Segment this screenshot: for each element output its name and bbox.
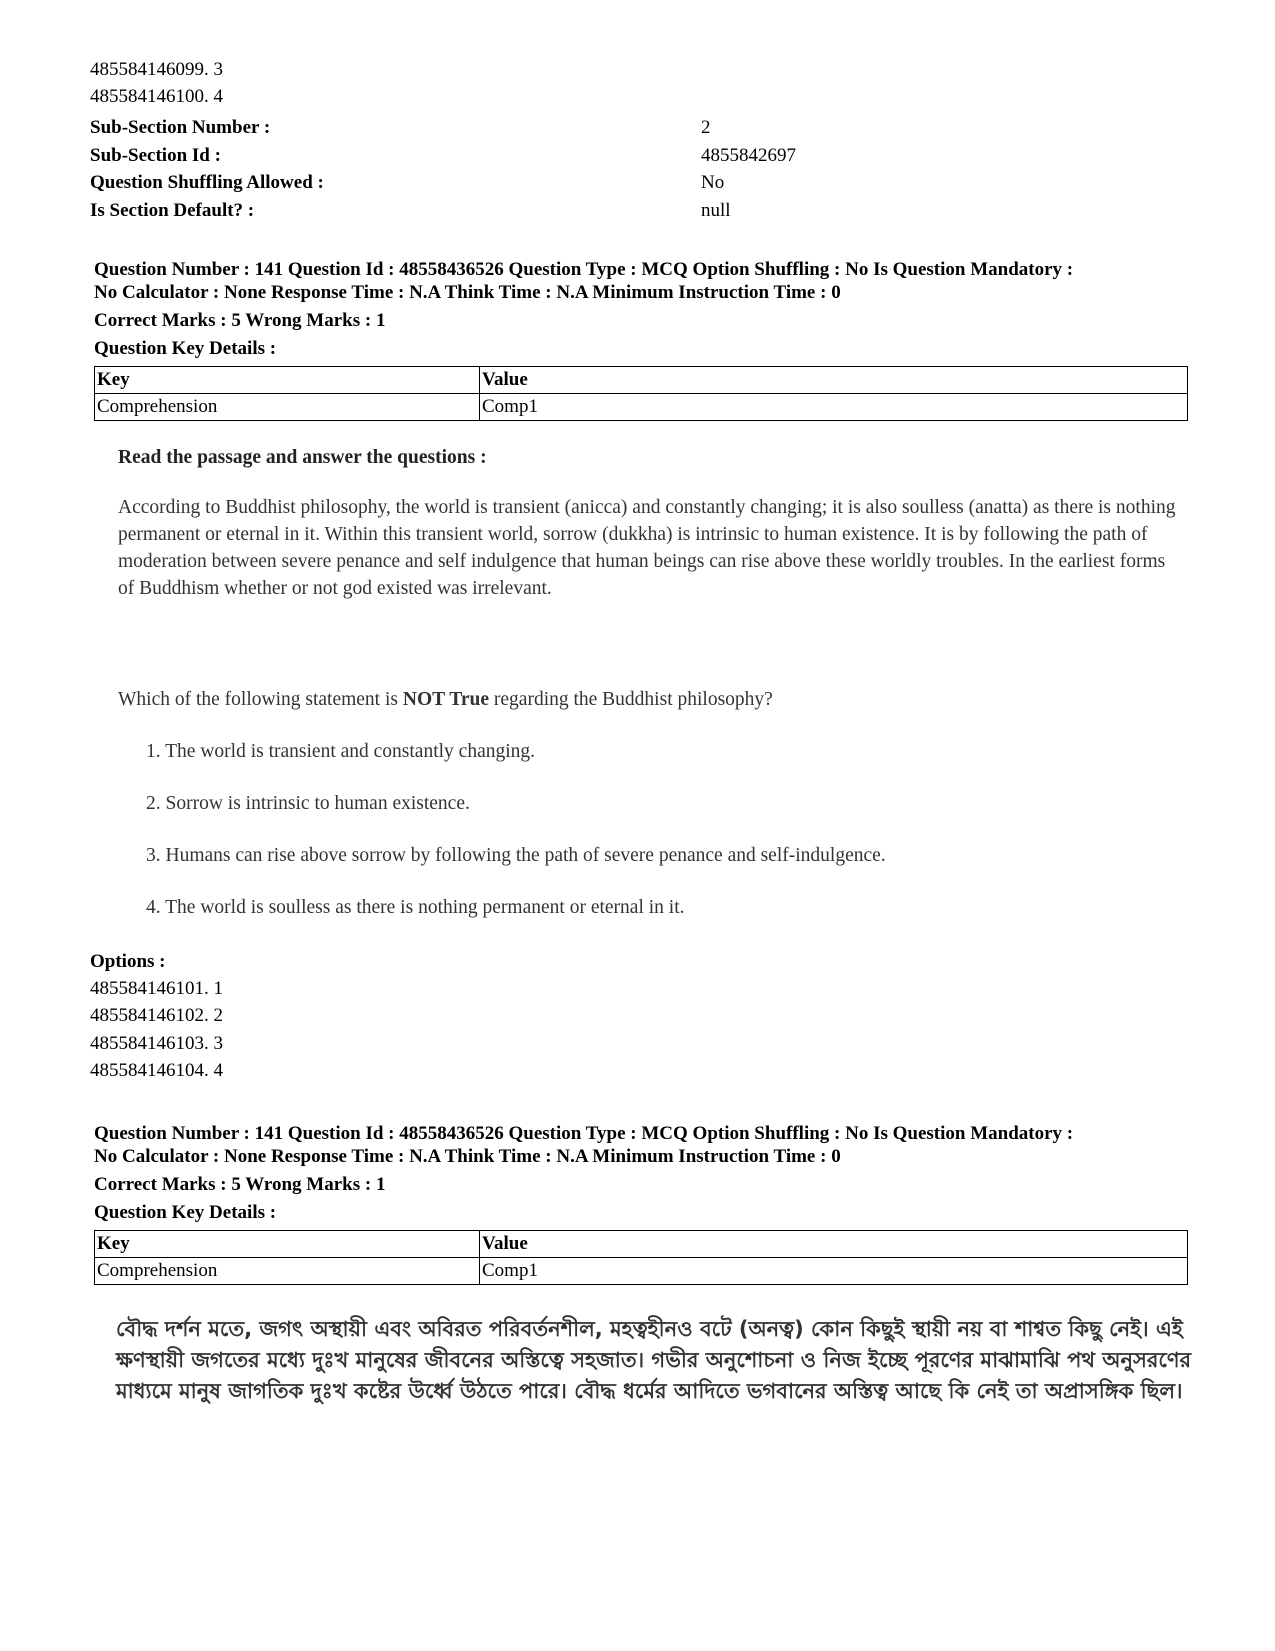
- choice-item: 4. The world is soulless as there is nothing permanent or eternal in it.: [146, 897, 685, 918]
- question-key-details-label: Question Key Details :: [94, 338, 277, 359]
- key-table-header-value: Value: [480, 367, 1188, 394]
- question-key-details-label: Question Key Details :: [94, 1202, 277, 1223]
- key-table-header-key: Key: [95, 367, 480, 394]
- key-table-cell-value: Comp1: [480, 1258, 1188, 1285]
- question-header-line1: Question Number : 141 Question Id : 48558436526 Question Type : MCQ Option Shuffling : No Is Question Mandatory :: [94, 1123, 1074, 1144]
- passage-text-bengali: বৌদ্ধ দর্শন মতে, জগৎ অস্থায়ী এবং অবিরত পরিবর্তনশীল, মহত্বহীনও বটে (অনত্ব) কোন কিছুই স্থায়ী নয় বা শাশ্বত কিছু নেই। এই ক্ষণস্থায়ী জগতের মধ্যে দুঃখ মানুষের জীবনের অস্তিত্বে সহজাত। গভীর অনুশোচনা ও নিজ ইচ্ছে পূরণের মাঝামাঝি পথ অনুসরণের মাধ্যমে মানুষ জাগতিক দুঃখ কষ্টের উর্ধ্বে উঠতে পারে। বৌদ্ধ ধর্মের আদিতে ভগবানের অস্তিত্ব আছে কি নেই তা অপ্রাসঙ্গিক ছিল।: [116, 1317, 1192, 1403]
- section-default-label: Is Section Default? :: [90, 200, 255, 221]
- choice-item: 1. The world is transient and constantly changing.: [146, 741, 536, 762]
- key-table-header-row: [95, 1231, 1188, 1258]
- question-header-line2: No Calculator : None Response Time : N.A Think Time : N.A Minimum Instruction Time : 0: [94, 282, 841, 303]
- option-item: 485584146102. 2: [90, 1005, 223, 1026]
- key-table-header-row: [95, 367, 1188, 394]
- question-shuffling-label: Question Shuffling Allowed :: [90, 172, 324, 193]
- option-item: 485584146103. 3: [90, 1033, 223, 1054]
- question-text: [118, 689, 773, 711]
- question-key-table: [94, 1230, 1188, 1285]
- question-text-post: regarding the Buddhist philosophy?: [489, 689, 773, 710]
- question-header-line2: No Calculator : None Response Time : N.A Think Time : N.A Minimum Instruction Time : 0: [94, 1146, 841, 1167]
- key-table-header-value: Value: [480, 1231, 1188, 1258]
- prev-option-1: 485584146099. 3: [90, 59, 223, 80]
- passage-title: Read the passage and answer the questions :: [118, 447, 487, 468]
- passage-text: According to Buddhist philosophy, the world is transient (anicca) and constantly changing; it is also soulless (anatta) as there is nothing permanent or eternal in it. Within this transient world, sorrow (dukkha) is intrinsic to human existence. It is by following the path of moderation between severe penance and self indulgence that human beings can rise above these worldly troubles. In the earliest forms of Buddhism whether or not god existed was irrelevant.: [118, 497, 1176, 599]
- question-marks: Correct Marks : 5 Wrong Marks : 1: [94, 310, 386, 331]
- question-text-emphasis: NOT True: [402, 689, 490, 710]
- table-row: [95, 1258, 1188, 1285]
- question-marks: Correct Marks : 5 Wrong Marks : 1: [94, 1174, 386, 1195]
- subsection-number-label: Sub-Section Number :: [90, 117, 271, 138]
- choice-item: 2. Sorrow is intrinsic to human existence.: [146, 793, 470, 814]
- table-row: [95, 394, 1188, 421]
- question-header-line1: Question Number : 141 Question Id : 48558436526 Question Type : MCQ Option Shuffling : No Is Question Mandatory :: [94, 259, 1074, 280]
- key-table-cell-key: Comprehension: [95, 394, 480, 421]
- subsection-id-value: 4855842697: [701, 145, 796, 166]
- key-table-cell-value: Comp1: [480, 394, 1188, 421]
- prev-option-2: 485584146100. 4: [90, 86, 223, 107]
- subsection-id-label: Sub-Section Id :: [90, 145, 221, 166]
- choice-item: 3. Humans can rise above sorrow by following the path of severe penance and self-indulgence.: [146, 845, 886, 866]
- section-default-value: null: [701, 200, 731, 221]
- question-shuffling-value: No: [701, 172, 725, 193]
- key-table-cell-key: Comprehension: [95, 1258, 480, 1285]
- subsection-number-value: 2: [701, 117, 711, 138]
- key-table-header-key: Key: [95, 1231, 480, 1258]
- question-key-table: [94, 366, 1188, 421]
- question-text-pre: Which of the following statement is: [118, 689, 403, 710]
- option-item: 485584146101. 1: [90, 978, 223, 999]
- options-label: Options :: [90, 951, 166, 972]
- option-item: 485584146104. 4: [90, 1060, 223, 1081]
